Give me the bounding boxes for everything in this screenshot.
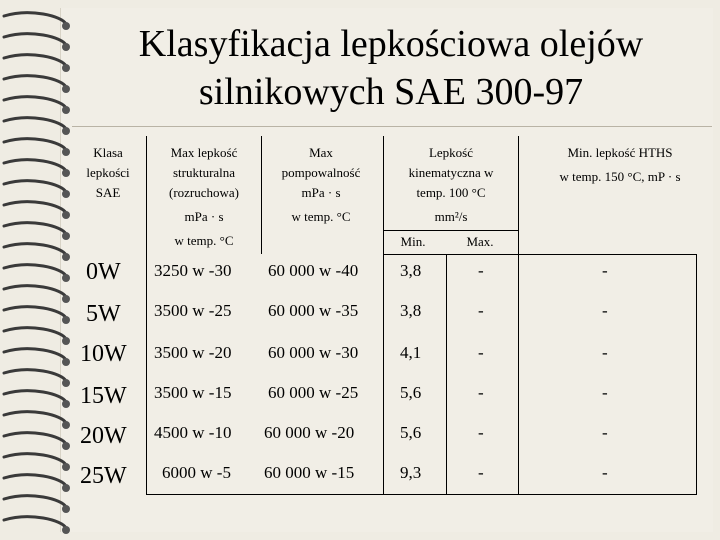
- spiral-ring: [4, 307, 66, 318]
- pumping-cell: 60 000 w -15: [264, 463, 355, 482]
- grade-cell: 20W: [80, 423, 127, 449]
- table-divider: [696, 254, 697, 494]
- spiral-hole: [62, 442, 70, 450]
- header-hths-line: w temp. 150 °C, mP · s: [559, 169, 681, 184]
- spiral-hole: [62, 337, 70, 345]
- spiral-ring: [4, 265, 66, 276]
- header-pumping: [262, 143, 380, 227]
- spiral-ring: [4, 202, 66, 213]
- kin-max-cell: -: [478, 463, 484, 482]
- spiral-hole: [62, 421, 70, 429]
- header-grade-line: lepkości: [86, 165, 130, 180]
- spiral-ring: [4, 34, 66, 45]
- header-kinematic-max: Max.: [466, 234, 494, 249]
- spiral-hole: [62, 295, 70, 303]
- header-divider: [146, 136, 147, 254]
- structural-cell: 4500 w -10: [154, 423, 232, 442]
- header-grade: [76, 143, 140, 203]
- kin-min-cell: 3,8: [400, 261, 422, 280]
- spiral-hole: [62, 505, 70, 513]
- spiral-hole: [62, 169, 70, 177]
- pumping-cell: 60 000 w -35: [268, 301, 359, 320]
- grade-cell: 0W: [86, 259, 121, 285]
- header-kinematic-line: Lepkość: [428, 145, 474, 160]
- hths-cell: -: [602, 343, 608, 362]
- spiral-ring: [4, 412, 66, 423]
- table-bottom-rule: [146, 494, 697, 495]
- spiral-ring: [4, 118, 66, 129]
- hths-cell: -: [602, 423, 608, 442]
- hths-cell: -: [602, 383, 608, 402]
- header-kinematic-line: kinematyczna w: [408, 165, 494, 180]
- header-structural-line: w temp. °C: [174, 233, 234, 248]
- spiral-hole: [62, 148, 70, 156]
- spiral-ring: [4, 97, 66, 108]
- header-hths-line: Min. lepkość HTHS: [567, 145, 673, 160]
- spiral-ring: [4, 139, 66, 150]
- table-divider: [383, 254, 384, 494]
- kin-max-cell: -: [478, 301, 484, 320]
- spiral-hole: [62, 127, 70, 135]
- spiral-hole: [62, 379, 70, 387]
- spiral-ring: [4, 370, 66, 381]
- structural-cell: 3500 w -20: [154, 343, 232, 362]
- spiral-ring: [4, 76, 66, 87]
- structural-cell: 6000 w -5: [162, 463, 231, 482]
- header-divider: [261, 136, 262, 254]
- header-subdivider: [383, 230, 518, 231]
- header-pumping-line: w temp. °C: [291, 209, 351, 224]
- spiral-ring: [4, 433, 66, 444]
- title-line-2: silnikowych SAE 300-97: [198, 71, 584, 113]
- spiral-ring: [4, 286, 66, 297]
- spiral-ring: [4, 475, 66, 486]
- table-top-rule: [383, 254, 697, 255]
- spiral-hole: [62, 190, 70, 198]
- pumping-cell: 60 000 w -40: [268, 261, 359, 280]
- header-structural: [148, 143, 260, 251]
- spiral-ring: [4, 349, 66, 360]
- grade-cell: 5W: [86, 301, 121, 327]
- header-kinematic-line: mm²/s: [434, 209, 468, 224]
- pumping-cell: 60 000 w -25: [268, 383, 359, 402]
- kin-min-cell: 5,6: [400, 423, 422, 442]
- spiral-ring: [4, 13, 66, 24]
- kin-max-cell: -: [478, 343, 484, 362]
- page-title: [62, 20, 720, 116]
- spiral-hole: [62, 358, 70, 366]
- pumping-cell: 60 000 w -20: [264, 423, 355, 442]
- table-divider: [446, 254, 447, 494]
- spiral-ring: [4, 55, 66, 66]
- spiral-hole: [62, 400, 70, 408]
- hths-cell: -: [602, 463, 608, 482]
- header-pumping-line: mPa · s: [301, 185, 341, 200]
- header-kinematic: [384, 143, 518, 227]
- title-divider: [72, 126, 712, 127]
- spiral-ring: [4, 244, 66, 255]
- structural-cell: 3250 w -30: [154, 261, 232, 280]
- kin-max-cell: -: [478, 383, 484, 402]
- spiral-hole: [62, 484, 70, 492]
- title-line-1: Klasyfikacja lepkościowa olejów: [138, 23, 644, 65]
- hths-cell: -: [602, 261, 608, 280]
- pumping-cell: 60 000 w -30: [268, 343, 359, 362]
- spiral-hole: [62, 463, 70, 471]
- header-pumping-line: Max: [309, 145, 333, 160]
- spiral-ring: [4, 181, 66, 192]
- header-pumping-line: pompowalność: [281, 165, 361, 180]
- spiral-ring: [4, 517, 66, 528]
- spiral-hole: [62, 316, 70, 324]
- spiral-ring: [4, 328, 66, 339]
- header-structural-line: strukturalna: [172, 165, 236, 180]
- header-kinematic-min: Min.: [400, 234, 426, 249]
- spiral-ring: [4, 454, 66, 465]
- structural-cell: 3500 w -15: [154, 383, 232, 402]
- spiral-hole: [62, 526, 70, 534]
- header-grade-line: SAE: [95, 185, 121, 200]
- structural-cell: 3500 w -25: [154, 301, 232, 320]
- grade-cell: 25W: [80, 463, 127, 489]
- grade-cell: 15W: [80, 383, 127, 409]
- spiral-hole: [62, 274, 70, 282]
- grade-cell: 10W: [80, 341, 127, 367]
- spiral-ring: [4, 496, 66, 507]
- kin-min-cell: 4,1: [400, 343, 422, 362]
- spiral-ring: [4, 223, 66, 234]
- header-divider: [383, 136, 384, 254]
- header-divider: [518, 136, 519, 254]
- table-divider: [146, 254, 147, 494]
- spiral-ring: [4, 391, 66, 402]
- hths-cell: -: [602, 301, 608, 320]
- kin-max-cell: -: [478, 261, 484, 280]
- header-grade-line: Klasa: [93, 145, 123, 160]
- kin-min-cell: 5,6: [400, 383, 422, 402]
- spiral-ring: [4, 160, 66, 171]
- kin-min-cell: 9,3: [400, 463, 422, 482]
- spiral-hole: [62, 211, 70, 219]
- header-kinematic-line: temp. 100 °C: [416, 185, 486, 200]
- header-structural-line: (rozruchowa): [168, 185, 239, 200]
- kin-max-cell: -: [478, 423, 484, 442]
- kin-min-cell: 3,8: [400, 301, 422, 320]
- spiral-hole: [62, 232, 70, 240]
- header-structural-line: mPa · s: [184, 209, 224, 224]
- spiral-hole: [62, 253, 70, 261]
- header-structural-line: Max lepkość: [170, 145, 238, 160]
- table-divider: [518, 254, 519, 494]
- header-hths: [520, 143, 720, 187]
